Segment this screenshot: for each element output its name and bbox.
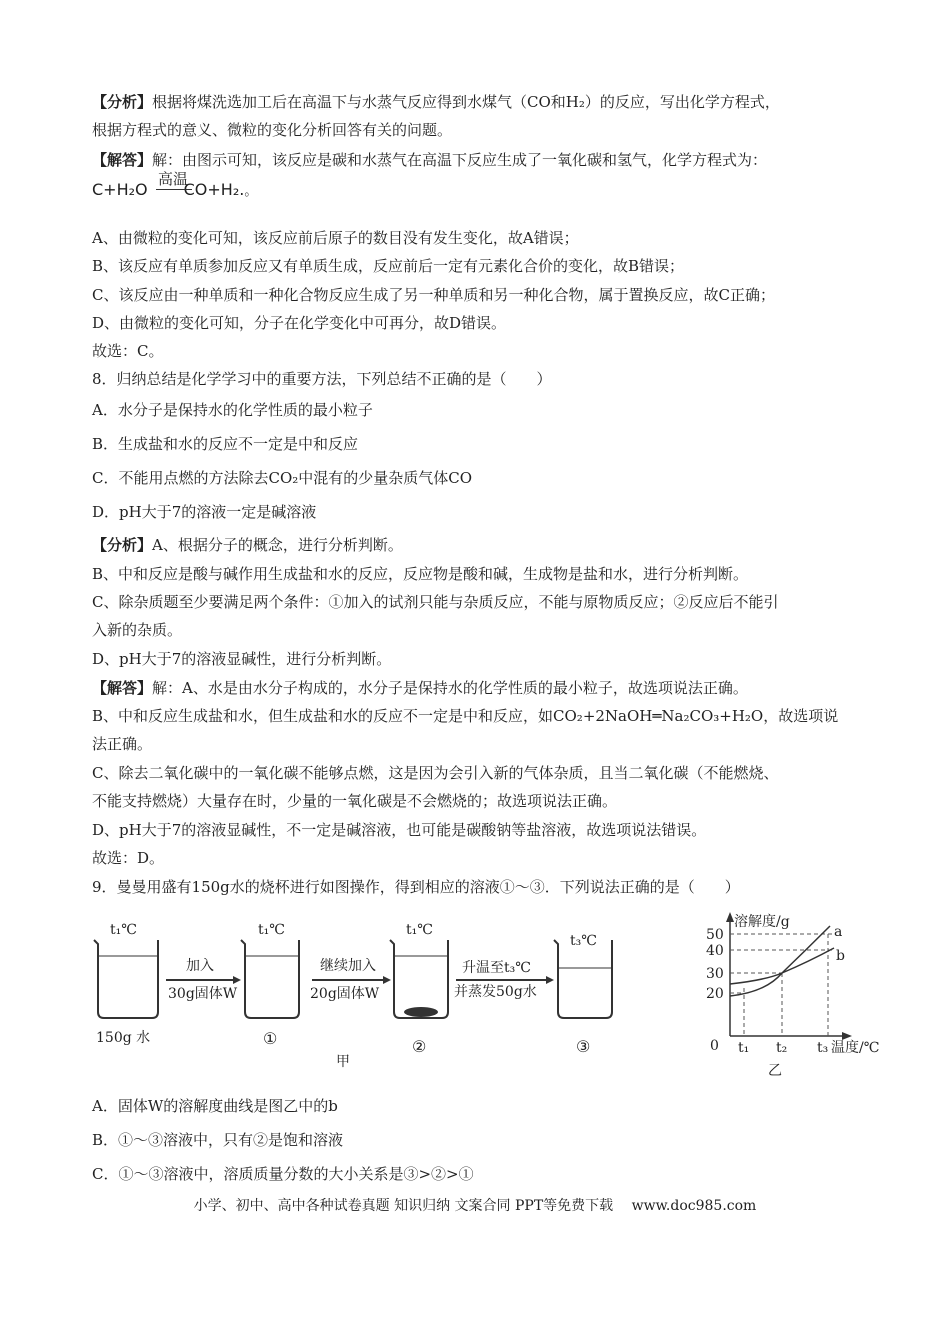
arrow-icon bbox=[233, 976, 241, 984]
q8-answer-b1: B、中和反应生成盐和水，但生成盐和水的反应不一定是中和反应，如CO₂+2NaOH═Na₂CO₃+H₂O，故选项说 bbox=[92, 707, 839, 725]
analysis-text: 根据将煤洗选加工后在高温下与水蒸气反应得到水煤气（CO和H₂）的反应，写出化学方程式， bbox=[152, 93, 780, 111]
q9-option-a: A．固体W的溶解度曲线是图乙中的b bbox=[92, 1097, 338, 1115]
q8-answer-a bbox=[92, 678, 748, 698]
analysis-tag: 【分析】 bbox=[92, 536, 153, 554]
q8-answer-c2: 不能支持燃烧）大量存在时，少量的一氧化碳是不会燃烧的；故选项说法正确。 bbox=[92, 792, 618, 810]
beaker-icon bbox=[241, 940, 299, 1018]
answer-line bbox=[92, 150, 767, 170]
answer-c: C、该反应由一种单质和一种化合物反应生成了另一种单质和另一种化合物，属于置换反应，故C正确； bbox=[92, 286, 775, 304]
q8-analysis-a bbox=[92, 535, 403, 555]
y-arrow-icon bbox=[726, 912, 734, 922]
origin-label: 0 bbox=[710, 1038, 719, 1054]
x-arrow-icon bbox=[842, 1032, 852, 1040]
analysis-text: A、根据分子的概念，进行分析判断。 bbox=[152, 536, 403, 554]
answer-text: 解：A、水是由水分子构成的，水分子是保持水的化学性质的最小粒子，故选项说法正确。 bbox=[152, 679, 748, 697]
q9-option-c: C．①～③溶液中，溶质质量分数的大小关系是③>②>① bbox=[92, 1165, 474, 1183]
analysis-line bbox=[92, 92, 780, 112]
q8-option-b: B．生成盐和水的反应不一定是中和反应 bbox=[92, 435, 359, 453]
solid-precipitate bbox=[404, 1007, 438, 1017]
tick-label: 20 bbox=[706, 986, 724, 1002]
solution-3-label: ③ bbox=[576, 1037, 591, 1056]
curve-b-label: b bbox=[836, 948, 845, 964]
answer-a: A、由微粒的变化可知，该反应前后原子的数目没有发生变化，故A错误； bbox=[92, 229, 579, 247]
temp-label: t₁℃ bbox=[258, 922, 285, 938]
q9-option-b: B．①～③溶液中，只有②是饱和溶液 bbox=[92, 1131, 344, 1149]
tick-label: t₃ bbox=[817, 1040, 829, 1056]
answer-b: B、该反应有单质参加反应又有单质生成，反应前后一定有元素化合价的变化，故B错误； bbox=[92, 257, 685, 275]
analysis-line-2: 根据方程式的意义、微粒的变化分析回答有关的问题。 bbox=[92, 121, 453, 139]
water-label: 150g 水 bbox=[96, 1030, 151, 1046]
q8-analysis-b: B、中和反应是酸与碱作用生成盐和水的反应，反应物是酸和碱，生成物是盐和水，进行分析判断。 bbox=[92, 565, 749, 583]
answer-text: 解：由图示可知，该反应是碳和水蒸气在高温下反应生成了一氧化碳和氢气，化学方程式为： bbox=[152, 151, 768, 169]
step2-bottom: 20g固体W bbox=[310, 986, 380, 1002]
q8-answer-c1: C、除去二氧化碳中的一氧化碳不能够点燃，这是因为会引入新的气体杂质，且当二氧化碳（不能燃烧、 bbox=[92, 764, 779, 782]
curve-b bbox=[730, 948, 834, 984]
arrow-icon bbox=[546, 976, 554, 984]
q8-answer-b2: 法正确。 bbox=[92, 735, 153, 753]
question-9-stem: 9．曼曼用盛有150g水的烧杯进行如图操作，得到相应的溶液①～③．下列说法正确的是（ ） bbox=[92, 878, 740, 896]
q8-answer-choice: 故选：D。 bbox=[92, 849, 165, 867]
q8-analysis-c1: C、除杂质题至少要满足两个条件：①加入的试剂只能与杂质反应，不能与原物质反应；②反应后不能引 bbox=[92, 593, 779, 611]
tick-label: t₁ bbox=[738, 1040, 750, 1056]
chemical-equation bbox=[92, 170, 258, 199]
tick-label: 40 bbox=[706, 943, 724, 959]
q8-option-a: A．水分子是保持水的化学性质的最小粒子 bbox=[92, 401, 373, 419]
tick-label: 50 bbox=[706, 927, 724, 943]
equation-end: 。 bbox=[244, 184, 258, 199]
q8-analysis-c2: 入新的杂质。 bbox=[92, 621, 183, 639]
solution-1-label: ① bbox=[263, 1029, 278, 1048]
step3-bottom: 并蒸发50g水 bbox=[454, 984, 537, 1000]
curve-a bbox=[730, 926, 830, 996]
tick-label: 30 bbox=[706, 966, 724, 982]
step1-bottom: 30g固体W bbox=[168, 986, 238, 1002]
q8-option-c: C．不能用点燃的方法除去CO₂中混有的少量杂质气体CO bbox=[92, 469, 473, 487]
figure-caption-yi: 乙 bbox=[768, 1063, 782, 1079]
temp-label: t₁℃ bbox=[110, 922, 137, 938]
solution-2-label: ② bbox=[412, 1037, 427, 1056]
page-footer: 小学、初中、高中各种试卷真题 知识归纳 文案合同 PPT等免费下载 www.doc985.com bbox=[193, 1198, 757, 1214]
step3-top: 升温至t₃℃ bbox=[462, 960, 531, 976]
q8-answer-d: D、pH大于7的溶液显碱性，不一定是碱溶液，也可能是碳酸钠等盐溶液，故选项说法错误。 bbox=[92, 821, 707, 839]
tick-label: t₂ bbox=[776, 1040, 788, 1056]
answer-tag: 【解答】 bbox=[92, 679, 153, 697]
temp-label: t₃℃ bbox=[570, 933, 597, 949]
answer-d: D、由微粒的变化可知，分子在化学变化中可再分，故D错误。 bbox=[92, 314, 507, 332]
beaker-icon bbox=[94, 940, 158, 1018]
equation-condition: 高温 bbox=[158, 170, 189, 188]
arrow-icon bbox=[383, 976, 391, 984]
step2-top: 继续加入 bbox=[320, 958, 376, 974]
answer-choice: 故选：C。 bbox=[92, 342, 164, 360]
step1-top: 加入 bbox=[186, 958, 214, 974]
temp-label: t₁℃ bbox=[406, 922, 433, 938]
q8-option-d: D．pH大于7的溶液一定是碱溶液 bbox=[92, 503, 317, 521]
figure-caption-jia: 甲 bbox=[336, 1054, 350, 1070]
analysis-tag: 【分析】 bbox=[92, 93, 153, 111]
x-axis-label: 温度/℃ bbox=[831, 1040, 880, 1056]
figure-yi bbox=[696, 910, 886, 1085]
q8-analysis-d: D、pH大于7的溶液显碱性，进行分析判断。 bbox=[92, 650, 392, 668]
equation-left: C+H₂O bbox=[92, 180, 148, 199]
answer-tag: 【解答】 bbox=[92, 151, 153, 169]
equation-right: CO+H₂. bbox=[183, 180, 245, 199]
beaker-icon bbox=[390, 940, 448, 1018]
y-axis-label: 溶解度/g bbox=[734, 914, 790, 930]
equation-sign bbox=[156, 189, 192, 190]
question-8-stem: 8．归纳总结是化学学习中的重要方法，下列总结不正确的是（ ） bbox=[92, 370, 552, 388]
beaker-icon bbox=[554, 940, 612, 1018]
curve-a-label: a bbox=[834, 924, 843, 940]
figure-jia bbox=[88, 912, 648, 1072]
